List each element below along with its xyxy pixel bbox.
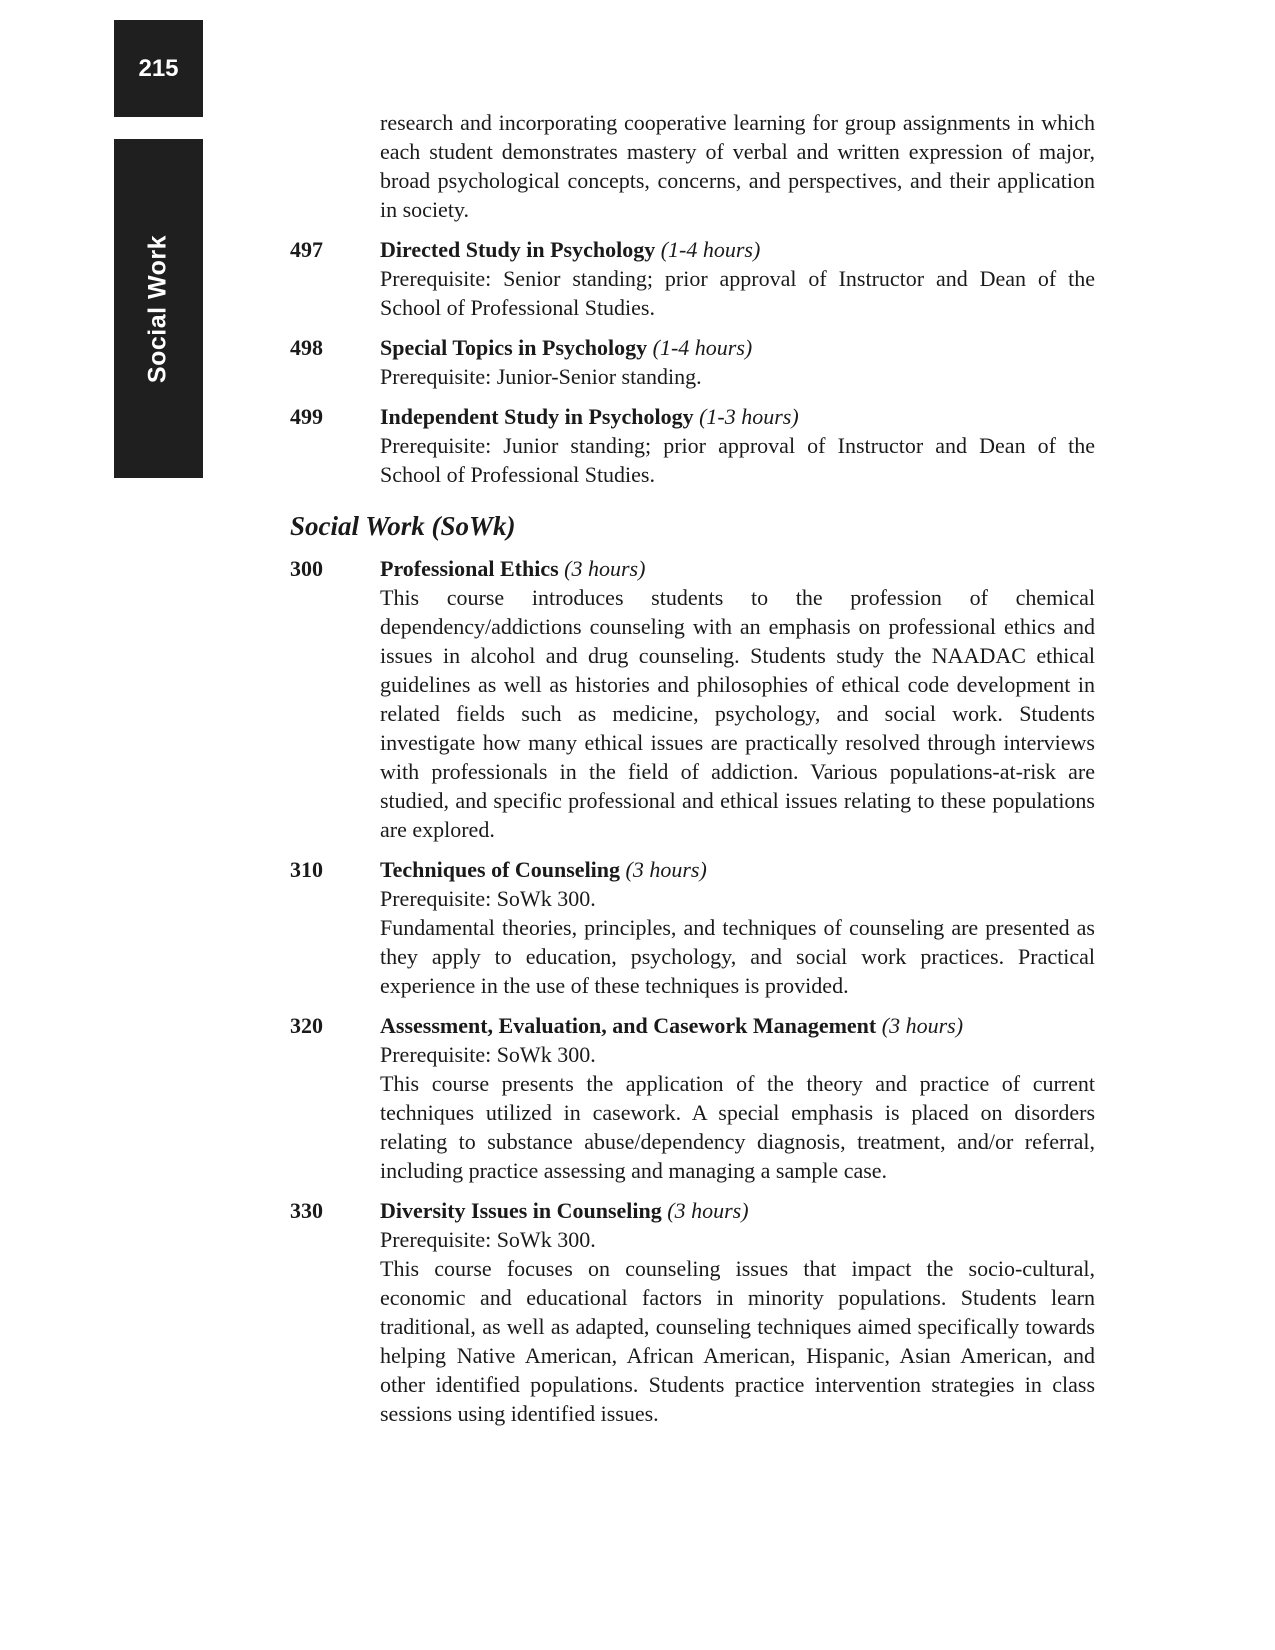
course-title: Professional Ethics [380, 556, 559, 581]
course-title: Assessment, Evaluation, and Casework Management [380, 1013, 877, 1038]
course-title-line [380, 333, 1095, 362]
course-title: Techniques of Counseling [380, 857, 621, 882]
course-hours: (1-4 hours) [652, 335, 753, 360]
social-work-course-list [290, 554, 1095, 1428]
course-entry [290, 1011, 1095, 1185]
course-title: Independent Study in Psychology [380, 404, 694, 429]
course-hours: (1-4 hours) [660, 237, 761, 262]
course-title-line [380, 1196, 1095, 1225]
course-hours: (1-3 hours) [699, 404, 799, 429]
course-entry [290, 855, 1095, 1000]
psychology-course-list [290, 235, 1095, 489]
course-prerequisite: Prerequisite: Senior standing; prior approval of Instructor and Dean of the School of Professional Studies. [380, 266, 1095, 320]
course-entry [290, 1196, 1095, 1428]
course-title: Directed Study in Psychology [380, 237, 656, 262]
course-entry [290, 235, 1095, 322]
course-number: 499 [290, 404, 323, 429]
course-prerequisite: Prerequisite: SoWk 300. [380, 1227, 596, 1252]
course-description: This course focuses on counseling issues that impact the socio-cultural, economic and educational factors in minority populations. Students learn traditional, as well as adapted, counseling techniques aimed specifically towards helping Native American, African American, Hispanic, Asian American, and other identified populations. Students practice intervention strategies in class sessions using identified issues. [380, 1256, 1095, 1426]
course-title-line [380, 554, 1095, 583]
page-number-tab [114, 20, 203, 117]
course-entry [290, 333, 1095, 391]
course-hours: (3 hours) [564, 556, 646, 581]
course-entry [290, 402, 1095, 489]
section-heading: Social Work (SoWk) [290, 511, 516, 541]
course-prerequisite: Prerequisite: Junior-Senior standing. [380, 364, 702, 389]
course-number: 320 [290, 1013, 323, 1038]
page-content [290, 108, 1095, 1428]
intro-paragraph: research and incorporating cooperative learning for group assignments in which each student demonstrates mastery of verbal and written expression of major, broad psychological concepts, concerns, and perspectives, and their application in society. [380, 110, 1095, 222]
course-title: Special Topics in Psychology [380, 335, 648, 360]
course-hours: (3 hours) [881, 1013, 964, 1038]
course-title-line [380, 1011, 1095, 1040]
course-title: Diversity Issues in Counseling [380, 1198, 662, 1223]
course-hours: (3 hours) [667, 1198, 749, 1223]
course-title-line [380, 402, 1095, 431]
course-hours: (3 hours) [625, 857, 707, 882]
course-number: 497 [290, 237, 323, 262]
section-tab [114, 139, 203, 478]
course-title-line [380, 855, 1095, 884]
section-tab-label: Social Work [143, 234, 172, 384]
course-number: 310 [290, 857, 323, 882]
course-description: This course introduces students to the profession of chemical dependency/addictions counseling with an emphasis on professional ethics and issues in alcohol and drug counseling. Students study the NAADAC ethical guidelines as well as histories and philosophies of ethical code development in related fields such as medicine, psychology, and social work. Students investigate how many ethical issues are practically resolved through interviews with professionals in the field of addiction. Various populations-at-risk are studied, and specific professional and ethical issues relating to these populations are explored. [380, 585, 1095, 842]
course-number: 498 [290, 335, 323, 360]
course-entry [290, 554, 1095, 844]
course-number: 300 [290, 556, 323, 581]
course-description: Fundamental theories, principles, and techniques of counseling are presented as they apply to education, psychology, and social work practices. Practical experience in the use of these techniques is provided. [380, 915, 1095, 998]
course-title-line [380, 235, 1095, 264]
course-prerequisite: Prerequisite: SoWk 300. [380, 886, 596, 911]
page-number: 215 [138, 54, 179, 82]
course-prerequisite: Prerequisite: SoWk 300. [380, 1042, 596, 1067]
course-description: This course presents the application of the theory and practice of current techniques utilized in casework. A special emphasis is placed on disorders relating to substance abuse/dependency diagnosis, treatment, and/or referral, including practice assessing and managing a sample case. [380, 1071, 1095, 1183]
course-prerequisite: Prerequisite: Junior standing; prior approval of Instructor and Dean of the School of Professional Studies. [380, 433, 1095, 487]
course-number: 330 [290, 1198, 323, 1223]
